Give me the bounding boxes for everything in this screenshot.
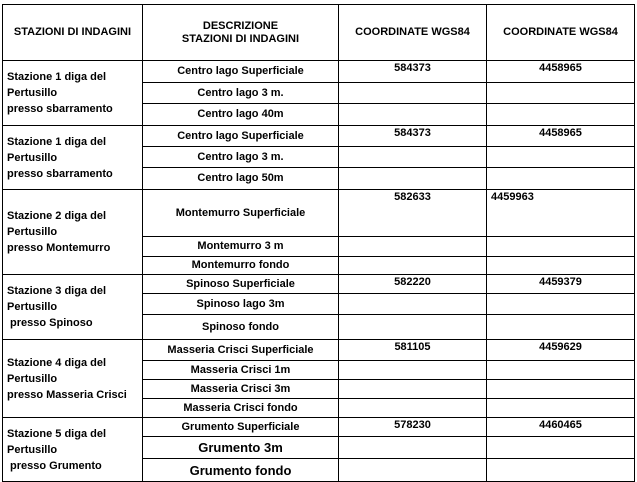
coord-y-cell: 4459379: [487, 275, 635, 294]
station-name-line: presso Spinoso: [7, 317, 93, 329]
coord-x-cell: 578230: [339, 418, 487, 437]
description-cell: Montemurro Superficiale: [143, 190, 339, 237]
header-description: [143, 5, 339, 61]
coord-x-cell: [339, 380, 487, 399]
station-name-line: Pertusillo: [7, 372, 58, 385]
station-name: [3, 126, 143, 190]
description-cell: Montemurro fondo: [143, 257, 339, 275]
coord-y-cell: [487, 437, 635, 459]
header-station: STAZIONI DI INDAGINI: [3, 5, 143, 61]
coord-x-cell: 582220: [339, 275, 487, 294]
station-name-line: Stazione 1 diga del: [7, 71, 107, 83]
coord-y-cell: [487, 459, 635, 482]
station-name-line: Stazione 1 diga del: [7, 135, 107, 148]
coord-y-cell: 4458965: [487, 61, 635, 83]
station-name-line: Pertusillo: [7, 151, 58, 164]
station-name-line: Pertusillo: [7, 301, 58, 313]
description-cell: Spinoso Superficiale: [143, 275, 339, 294]
station-name-line: Stazione 3 diga del: [7, 285, 107, 297]
station-name-line: Pertusillo: [7, 87, 58, 99]
coord-y-cell: [487, 147, 635, 168]
header-description-line1: DESCRIZIONE: [202, 19, 279, 32]
coord-x-cell: [339, 399, 487, 418]
coord-x-cell: [339, 104, 487, 126]
description-cell: Centro lago 50m: [143, 168, 339, 190]
station-name-line: presso Montemurro: [7, 242, 111, 254]
description-cell: Grumento 3m: [143, 437, 339, 459]
description-cell: Centro lago Superficiale: [143, 126, 339, 147]
description-cell: Grumento Superficiale: [143, 418, 339, 437]
coord-x-cell: [339, 237, 487, 257]
coord-y-cell: 4458965: [487, 126, 635, 147]
description-cell: Centro lago 40m: [143, 104, 339, 126]
station-name: [3, 275, 143, 340]
coord-x-cell: [339, 294, 487, 315]
description-cell: Spinoso fondo: [143, 315, 339, 340]
coord-y-cell: [487, 237, 635, 257]
coord-x-cell: 582633: [339, 190, 487, 237]
header-coord-x: COORDINATE WGS84: [339, 5, 487, 61]
station-name-line: Pertusillo: [7, 226, 58, 238]
station-name-line: Stazione 4 diga del: [7, 356, 107, 369]
station-name-line: presso Grumento: [7, 459, 102, 472]
station-name: [3, 190, 143, 275]
description-cell: Centro lago 3 m.: [143, 83, 339, 104]
coord-x-cell: [339, 459, 487, 482]
coord-x-cell: 584373: [339, 61, 487, 83]
coord-y-cell: [487, 104, 635, 126]
coord-x-cell: 584373: [339, 126, 487, 147]
description-cell: Centro lago 3 m.: [143, 147, 339, 168]
coord-y-cell: [487, 361, 635, 380]
coord-y-cell: 4459629: [487, 340, 635, 361]
coord-x-cell: [339, 147, 487, 168]
description-cell: Centro lago Superficiale: [143, 61, 339, 83]
description-cell: Grumento fondo: [143, 459, 339, 482]
header-description-line2: STAZIONI DI INDAGINI: [181, 32, 300, 45]
table-row: [3, 61, 635, 83]
coord-x-cell: [339, 257, 487, 275]
description-cell: Masseria Crisci 1m: [143, 361, 339, 380]
header-coord-y: COORDINATE WGS84: [487, 5, 635, 61]
coord-x-cell: [339, 315, 487, 340]
description-cell: Masseria Crisci 3m: [143, 380, 339, 399]
coord-x-cell: [339, 437, 487, 459]
table-row: [3, 418, 635, 437]
coord-x-cell: [339, 168, 487, 190]
description-cell: Masseria Crisci fondo: [143, 399, 339, 418]
station-name: [3, 418, 143, 482]
coord-x-cell: [339, 83, 487, 104]
coord-x-cell: 581105: [339, 340, 487, 361]
coord-y-cell: 4459963: [487, 190, 635, 237]
table-row: [3, 275, 635, 294]
station-name-line: Stazione 2 diga del: [7, 210, 107, 222]
coord-y-cell: [487, 168, 635, 190]
coord-y-cell: [487, 399, 635, 418]
header-row: [3, 5, 635, 61]
station-name: [3, 340, 143, 418]
stations-table: [2, 4, 635, 482]
coord-x-cell: [339, 361, 487, 380]
description-cell: Masseria Crisci Superficiale: [143, 340, 339, 361]
description-cell: Montemurro 3 m: [143, 237, 339, 257]
station-name-line: presso Masseria Crisci: [7, 388, 127, 401]
coord-y-cell: [487, 315, 635, 340]
station-name-line: Stazione 5 diga del: [7, 427, 107, 440]
description-cell: Spinoso lago 3m: [143, 294, 339, 315]
coord-y-cell: [487, 257, 635, 275]
coord-y-cell: [487, 380, 635, 399]
coord-y-cell: [487, 83, 635, 104]
station-name: [3, 61, 143, 126]
table-row: [3, 126, 635, 147]
station-name-line: presso sbarramento: [7, 167, 113, 180]
table-row: [3, 340, 635, 361]
coord-y-cell: [487, 294, 635, 315]
station-name-line: Pertusillo: [7, 443, 58, 456]
coord-y-cell: 4460465: [487, 418, 635, 437]
station-name-line: presso sbarramento: [7, 103, 113, 115]
table-row: [3, 190, 635, 237]
